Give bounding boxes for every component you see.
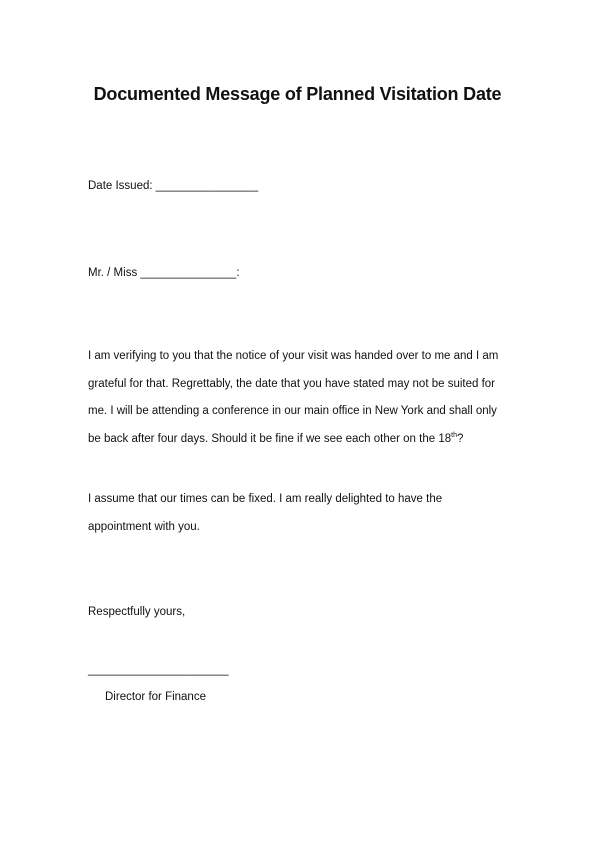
body-line: me. I will be attending a conference in our main office in New York and shall only	[88, 405, 497, 417]
body-line: I am verifying to you that the notice of your visit was handed over to me and I am	[88, 350, 499, 362]
signatory-title: Director for Finance	[105, 691, 206, 703]
date-issued-field: Date Issued: ________________	[88, 180, 259, 192]
body-line: grateful for that. Regrettably, the date that you have stated may not be suited for	[88, 378, 496, 390]
document-title: Documented Message of Planned Visitation Date	[93, 84, 502, 104]
body-line: I assume that our times can be fixed. I am really delighted to have the	[88, 493, 443, 505]
signature-line: ______________________	[88, 664, 229, 676]
salutation: Mr. / Miss _______________:	[88, 267, 240, 279]
body-line: appointment with you.	[88, 521, 200, 533]
question-mark: ?	[456, 433, 464, 445]
body-line	[88, 433, 463, 445]
ordinal-suffix: th	[451, 432, 457, 440]
body-line-text: be back after four days. Should it be fine if we see each other on the 18	[88, 433, 452, 445]
closing: Respectfully yours,	[88, 606, 186, 618]
